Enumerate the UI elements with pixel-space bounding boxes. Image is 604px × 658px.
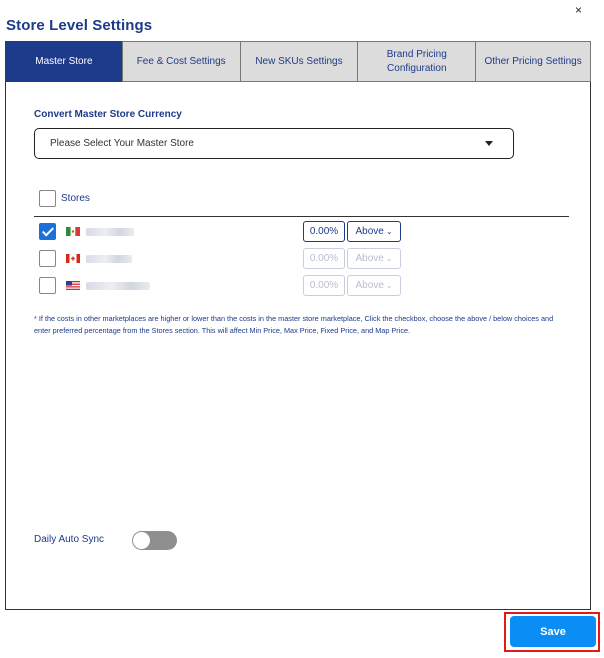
settings-tabs — [5, 41, 591, 82]
store-percentage-input[interactable]: 0.00% — [303, 221, 345, 242]
stores-header: Stores — [61, 193, 90, 204]
tab-fee-cost-settings[interactable]: Fee & Cost Settings — [122, 41, 241, 82]
pricing-note: * If the costs in other marketplaces are higher or lower than the costs in the master store marketplace, Click the checkbox, choose the above / below choices and enter preferred percentage from the Stores section. This will affect Min Price, Max Price, Fixed Price, and Map Price. — [34, 314, 554, 335]
chevron-down-icon: ⌄ — [385, 254, 393, 263]
store-direction-value: Above — [355, 226, 384, 237]
store-row — [6, 275, 592, 297]
store-direction-dropdown[interactable] — [347, 221, 401, 242]
dialog-title: Store Level Settings — [6, 17, 153, 34]
stores-divider — [34, 216, 569, 217]
store-checkbox[interactable] — [39, 223, 56, 240]
select-all-stores-checkbox[interactable] — [39, 190, 56, 207]
save-button[interactable]: Save — [510, 616, 596, 647]
daily-auto-sync-toggle[interactable] — [132, 531, 177, 550]
store-direction-dropdown[interactable] — [347, 275, 401, 296]
daily-auto-sync-label: Daily Auto Sync — [34, 534, 105, 545]
mexico-flag-icon — [66, 227, 80, 236]
tab-master-store[interactable]: Master Store — [5, 41, 123, 82]
toggle-knob — [133, 532, 150, 549]
store-direction-value: Above — [355, 253, 384, 264]
caret-down-icon — [485, 141, 493, 146]
store-name-redacted — [86, 282, 150, 290]
tab-new-skus-settings[interactable]: New SKUs Settings — [240, 41, 359, 82]
store-name-redacted — [86, 255, 132, 263]
usa-flag-icon — [66, 281, 80, 290]
currency-section-label: Convert Master Store Currency — [34, 109, 182, 120]
store-checkbox[interactable] — [39, 250, 56, 267]
store-direction-value: Above — [355, 280, 384, 291]
store-checkbox[interactable] — [39, 277, 56, 294]
chevron-down-icon: ⌄ — [385, 281, 393, 290]
master-store-panel — [5, 82, 591, 610]
store-name-redacted — [86, 228, 134, 236]
master-store-select[interactable] — [34, 128, 514, 159]
canada-flag-icon — [66, 254, 80, 263]
chevron-down-icon: ⌄ — [385, 227, 393, 236]
tab-brand-pricing-configuration[interactable]: Brand Pricing Configuration — [357, 41, 476, 82]
store-percentage-input[interactable]: 0.00% — [303, 248, 345, 269]
store-row — [6, 248, 592, 270]
store-row — [6, 221, 592, 243]
master-store-select-placeholder: Please Select Your Master Store — [50, 138, 194, 149]
close-icon[interactable]: × — [574, 3, 582, 17]
tab-other-pricing-settings[interactable]: Other Pricing Settings — [475, 41, 591, 82]
store-direction-dropdown[interactable] — [347, 248, 401, 269]
store-percentage-input[interactable]: 0.00% — [303, 275, 345, 296]
